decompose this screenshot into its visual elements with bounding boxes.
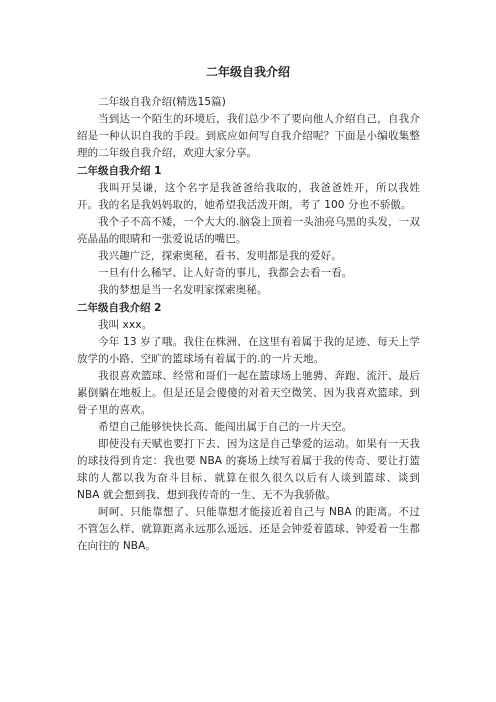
- document-title: 二年级自我介绍: [205, 65, 290, 79]
- paragraph: 即使没有天赋也要打下去、因为这是自己挚爱的运动。如果有一天我的球技得到肯定：我也要 NBA 的赛场上续写着属于我的传奇、要让打篮球的人都以我为奋斗目标、就算在很久很久以后有人谈到篮球、谈到 NBA 就会想到我、想到我传奇的一生、无不为我骄傲。: [77, 438, 420, 501]
- paragraph: 呵呵、只能靠想了、只能靠想才能接近着自己与 NBA 的距离。不过不管怎么样、就算距离永远那么遥远、还是会钟爱着篮球、钟爱着一生都在向往的 NBA。: [77, 506, 420, 552]
- paragraph: 希望自己能够快快长高、能闯出属于自己的一片天空。: [98, 421, 353, 433]
- intro-paragraph: 当到达一个陌生的环境后，我们总少不了要向他人介绍自己，自我介绍是一种认识自我的手段。到底应如何写自我介绍呢？下面是小编收集整理的二年级自我介绍，欢迎大家分享。: [77, 113, 420, 159]
- paragraph: 我叫开昊谦，这个名字是我爸爸给我取的，我爸爸姓开，所以我姓开。我的名是我妈妈取的，她希望我活泼开朗，考了 100 分也不骄傲。: [77, 182, 420, 211]
- paragraph: 我个子不高不矮，一个大大的.脑袋上顶着一头油亮乌黑的头发，一双亮晶晶的眼睛和一张爱说话的嘴巴。: [77, 216, 420, 245]
- paragraph: 我兴趣广泛，探索奥秘，看书、发明都是我的爱好。: [98, 250, 342, 262]
- subtitle-paragraph: 二年级自我介绍(精选15篇): [98, 96, 226, 108]
- section-heading-2: 二年级自我介绍 2: [77, 302, 162, 314]
- paragraph: 我很喜欢篮球、经常和哥们一起在篮球场上驰骋、奔跑、流汗、最后累倒躺在地板上。但是还是会傻傻的对着天空微笑、因为我喜欢篮球、到骨子里的喜欢。: [77, 370, 420, 416]
- paragraph: 我叫 xxx。: [98, 319, 153, 331]
- section-heading-1: 二年级自我介绍 1: [77, 165, 162, 177]
- document-body: [77, 94, 420, 555]
- paragraph: 一旦有什么稀罕、让人好奇的事儿，我都会去看一看。: [98, 267, 353, 279]
- paragraph: 我的梦想是当一名发明家探索奥秘。: [98, 284, 268, 296]
- paragraph: 今年 13 岁了哦。我住在株洲、在这里有着属于我的足迹、每天上学放学的小路、空旷的篮球场有着属于的.的一片天地。: [77, 336, 420, 365]
